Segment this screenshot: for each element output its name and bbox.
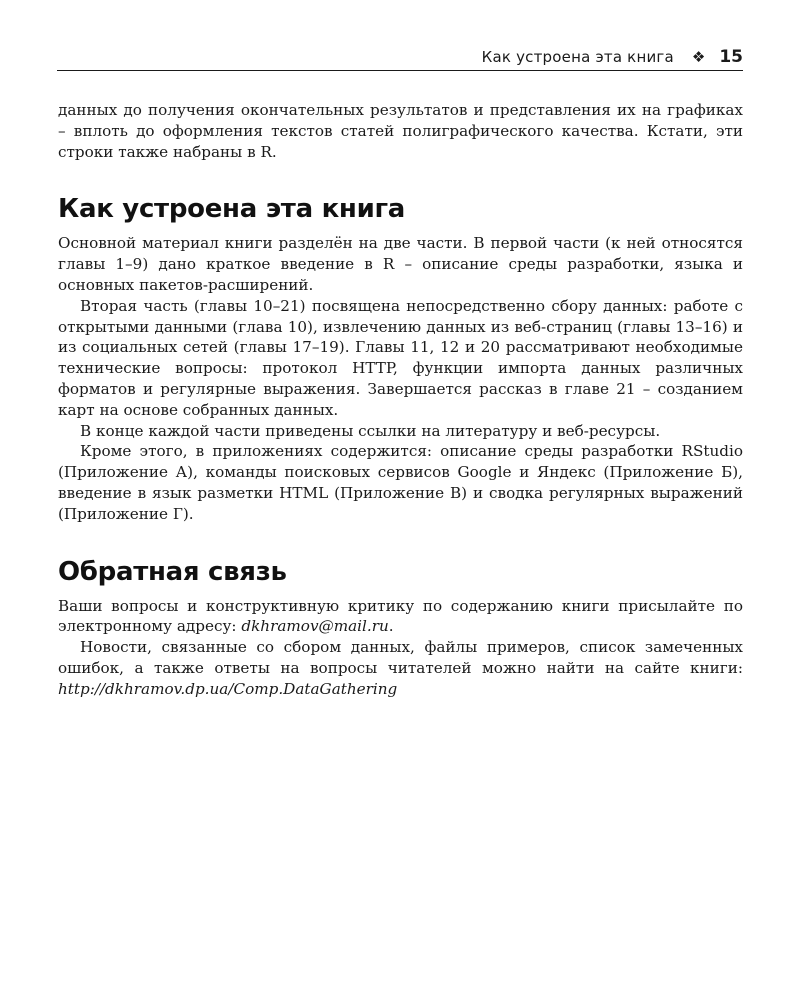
email-link[interactable]: dkhramov@mail.ru (241, 617, 389, 636)
section-heading-book-structure: Как устроена эта книга (58, 194, 406, 225)
page-number: 15 (719, 47, 743, 67)
punctuation: . (388, 617, 394, 636)
paragraph: Вторая часть (главы 10–21) посвящена непосредственно сбору данных: работе с открытыми данными (глава 10), извлечению данных из веб-страниц (главы 13–16) и из социальных сетей (главы 17–19). Главы 11, 12 и 20 рассматривают необходимые технические вопросы: протокол HTTP, функции импорта данных различных форматов и регулярные выражения. Завершается рассказ в главе 21 – созданием карт на основе собранных данных. (58, 296, 743, 419)
running-title: Как устроена эта книга (481, 48, 674, 66)
news-text: Новости, связанные со сбором данных, файлы примеров, список замеченных ошибок, а также ответы на вопросы читателей можно найти на сайте книги: (58, 638, 743, 677)
news-paragraph (58, 637, 743, 699)
feedback-text: Ваши вопросы и конструктивную критику по содержанию книги присылайте по электронному адресу: (58, 596, 743, 636)
ornament-icon: ❖ (691, 48, 706, 66)
section-heading-feedback: Обратная связь (58, 556, 287, 587)
feedback-paragraph (58, 596, 743, 638)
paragraph: В конце каждой части приведены ссылки на литературу и веб-ресурсы. (80, 421, 661, 440)
page-body (58, 100, 743, 700)
intro-paragraph: данных до получения окончательных результатов и представления их на графиках – вплоть до оформления текстов статей полиграфического качества. Кстати, эти строки также набраны в R. (58, 101, 743, 161)
paragraph: Основной материал книги разделён на две части. В первой части (к ней относятся главы 1–9) дано краткое введение в R – описание среды разработки, языка и основных пакетов-расширений. (58, 234, 743, 294)
paragraph: Кроме этого, в приложениях содержится: описание среды разработки RStudio (Приложение А), команды поисковых сервисов Google и Яндекс (Приложение Б), введение в язык разметки HTML (Приложение В) и сводка регулярных выражений (Приложение Г). (58, 442, 743, 523)
running-header (57, 44, 743, 71)
website-link[interactable]: http://dkhramov.dp.ua/Comp.DataGathering (58, 679, 398, 698)
